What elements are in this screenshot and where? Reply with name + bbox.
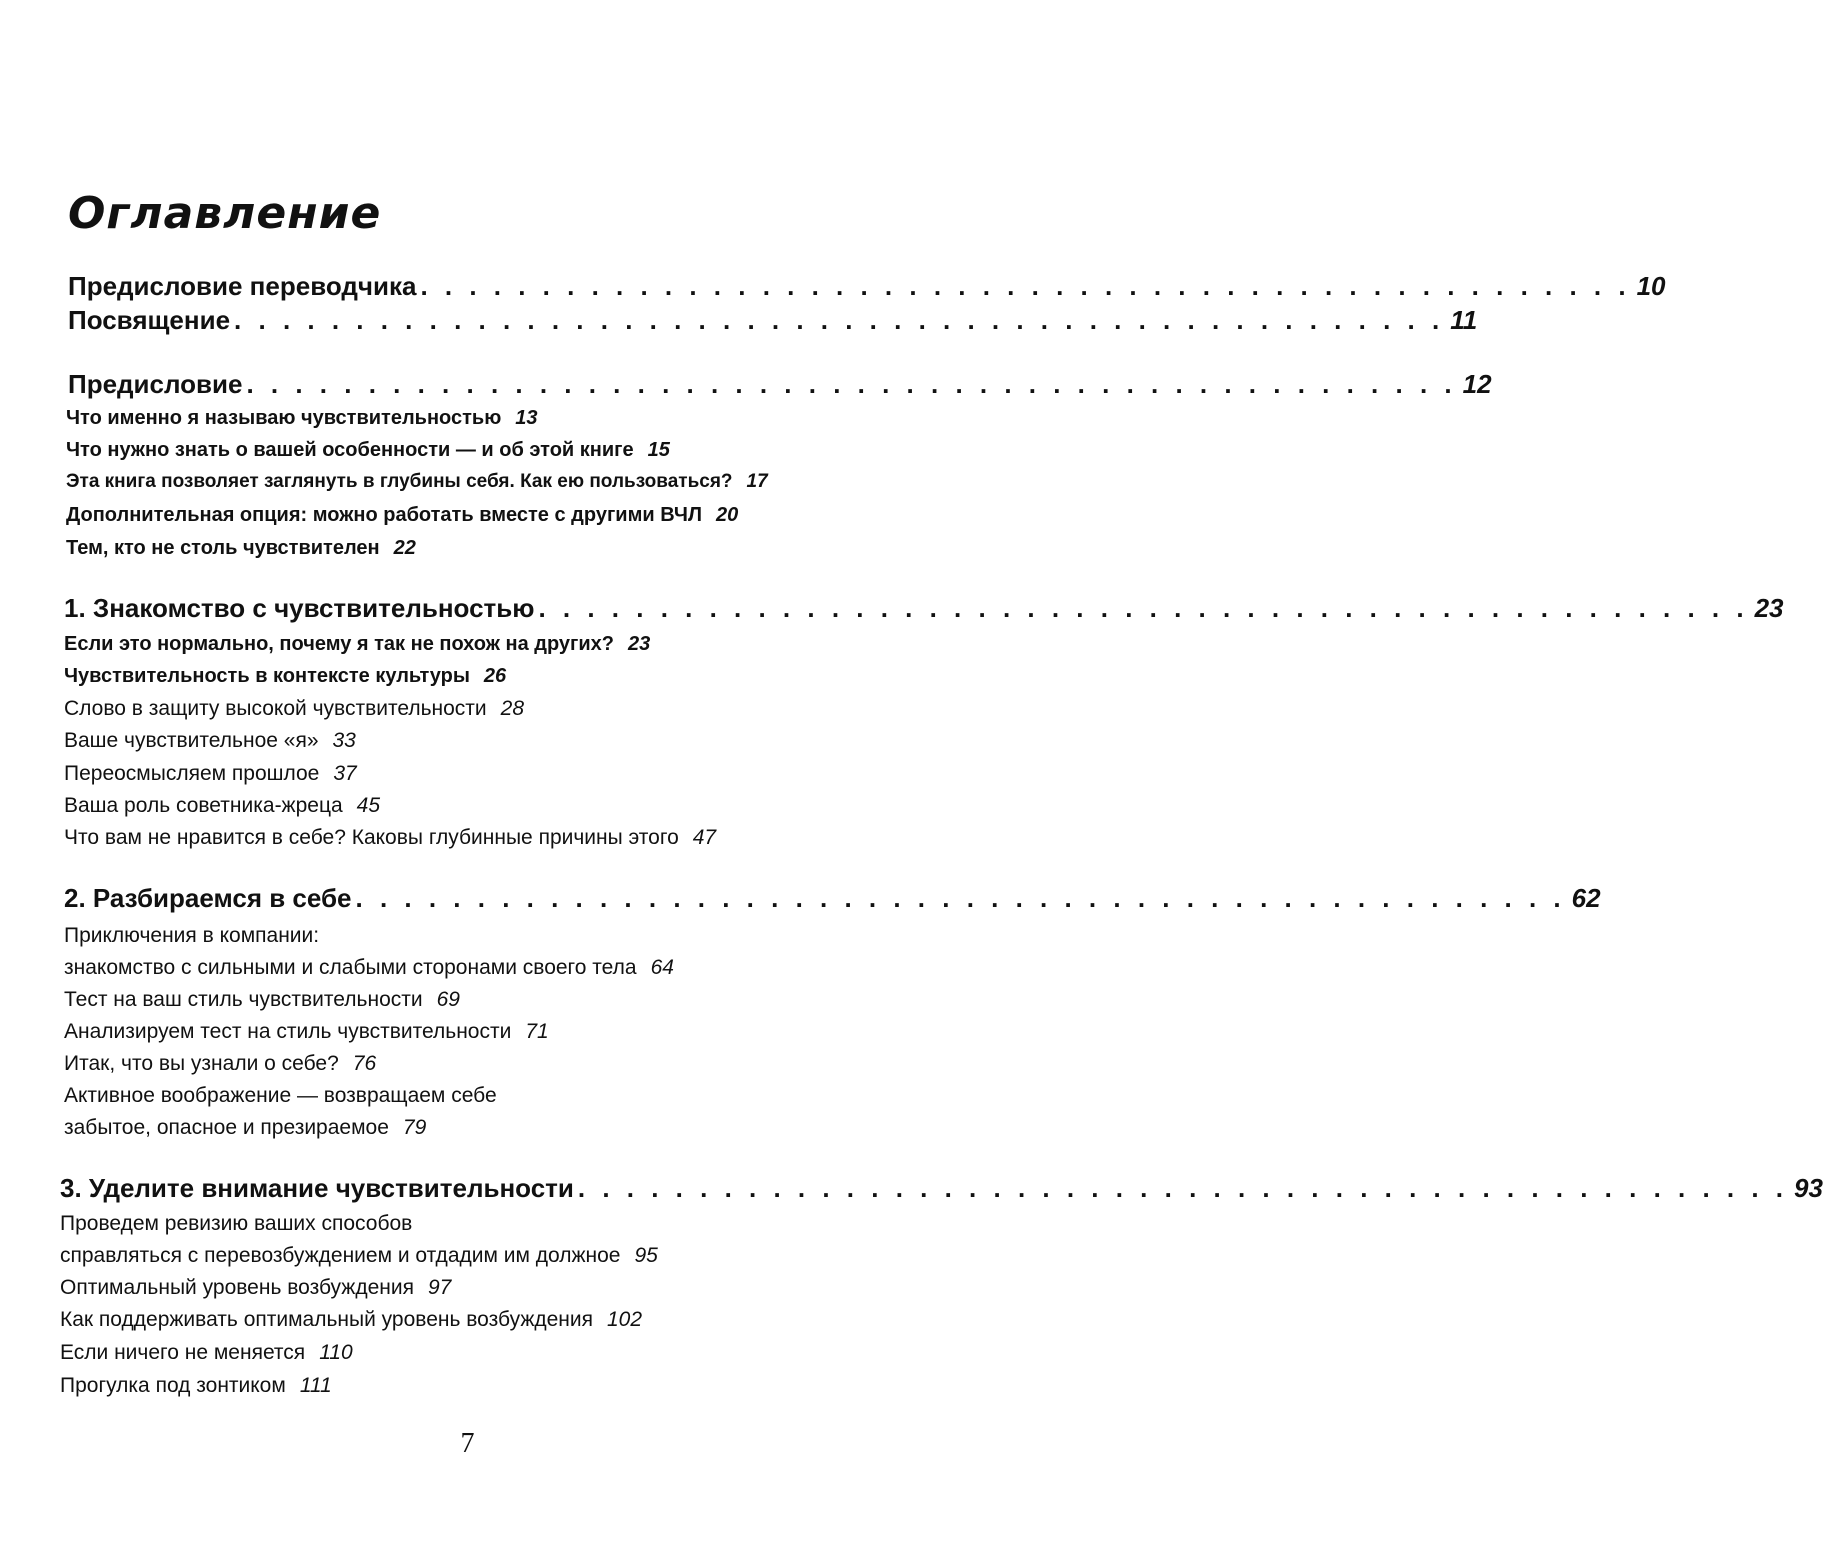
- toc-main-page: 11: [1450, 305, 1478, 335]
- toc-sub-page: 102: [607, 1308, 643, 1331]
- toc-sub-entry: [64, 824, 716, 852]
- toc-main-label: 2. Разбираемся в себе: [64, 883, 352, 913]
- toc-sub-page: 15: [647, 439, 670, 461]
- toc-sub-page: 33: [332, 729, 356, 752]
- toc-sub-entry: [66, 404, 538, 432]
- toc-sub-page: 45: [356, 794, 381, 817]
- toc-sub-label: Итак, что вы узнали о себе?: [64, 1052, 339, 1075]
- toc-sub-page: 13: [515, 407, 538, 429]
- toc-main-page: 62: [1571, 883, 1601, 913]
- toc-sub-entry: [64, 695, 524, 723]
- toc-sub-entry: [64, 986, 460, 1014]
- toc-sub-label: Приключения в компании:: [64, 924, 320, 947]
- toc-sub-entry: [60, 1274, 451, 1302]
- toc-sub-page: 97: [427, 1276, 452, 1299]
- toc-main-entry: [68, 304, 1478, 336]
- dot-leader: . . . . . . . . . . . . . . . . . . . . . . . . . . . . . . . . . . . . . . . . . . . . . . . . . .: [246, 369, 1457, 399]
- toc-sub-entry: [66, 534, 416, 562]
- toc-sub-label: Как поддерживать оптимальный уровень возбуждения: [60, 1308, 593, 1331]
- toc-sub-entry: [64, 760, 357, 788]
- toc-sub-page: 71: [525, 1020, 549, 1043]
- toc-sub-label: забытое, опасное и презираемое: [64, 1116, 389, 1139]
- toc-sub-entry: [60, 1372, 332, 1400]
- toc-main-label: Посвящение: [68, 305, 231, 335]
- toc-main-label: Предисловие: [68, 369, 243, 399]
- toc-title: Оглавление: [68, 188, 382, 239]
- toc-sub-label: Активное воображение — возвращаем себе: [64, 1084, 497, 1107]
- toc-main-entry: [64, 592, 1784, 624]
- toc-sub-entry: [66, 436, 670, 464]
- toc-sub-page: 111: [299, 1374, 332, 1397]
- toc-sub-label: Ваша роль советника-жреца: [64, 794, 343, 817]
- toc-sub-label: Что вам не нравится в себе? Каковы глубинные причины этого: [64, 826, 679, 849]
- toc-main-label: Предисловие переводчика: [68, 271, 417, 301]
- toc-sub-entry: [66, 501, 738, 529]
- toc-sub-label: Если ничего не меняется: [60, 1341, 306, 1364]
- dot-leader: . . . . . . . . . . . . . . . . . . . . . . . . . . . . . . . . . . . . . . . . . . . . . . . . . .: [420, 271, 1631, 301]
- toc-sub-page: 95: [634, 1244, 658, 1267]
- toc-sub-label: Ваше чувствительное «я»: [64, 729, 319, 752]
- toc-sub-entry: [66, 468, 768, 496]
- toc-sub-entry: [64, 922, 319, 950]
- toc-main-entry: [60, 1172, 1823, 1204]
- toc-sub-label: Проведем ревизию ваших способов: [60, 1212, 413, 1235]
- toc-sub-label: Тем, кто не столь чувствителен: [66, 537, 380, 559]
- toc-sub-entry: [60, 1242, 658, 1270]
- toc-sub-entry: [64, 662, 506, 690]
- toc-sub-entry: [64, 1050, 376, 1078]
- dot-leader: . . . . . . . . . . . . . . . . . . . . . . . . . . . . . . . . . . . . . . . . . . . . . . . . . .: [538, 593, 1749, 623]
- toc-sub-page: 76: [352, 1052, 377, 1075]
- toc-main-label: 1. Знакомство с чувствительностью: [64, 593, 535, 623]
- toc-sub-label: Дополнительная опция: можно работать вместе с другими ВЧЛ: [66, 504, 702, 526]
- toc-sub-page: 26: [483, 665, 507, 687]
- toc-sub-label: Эта книга позволяет заглянуть в глубины себя. Как ею пользоваться?: [66, 471, 733, 492]
- toc-main-page: 23: [1754, 593, 1784, 623]
- toc-sub-page: 17: [746, 471, 768, 492]
- toc-sub-entry: [64, 1082, 497, 1110]
- toc-sub-label: справляться с перевозбуждением и отдадим им должное: [60, 1244, 621, 1267]
- dot-leader: . . . . . . . . . . . . . . . . . . . . . . . . . . . . . . . . . . . . . . . . . . . . . . . . . .: [577, 1173, 1789, 1203]
- toc-sub-page: 28: [500, 697, 525, 720]
- toc-sub-page: 110: [319, 1341, 353, 1364]
- toc-sub-entry: [60, 1339, 353, 1367]
- toc-sub-entry: [60, 1306, 642, 1334]
- dot-leader: . . . . . . . . . . . . . . . . . . . . . . . . . . . . . . . . . . . . . . . . . . . . . . . . . .: [234, 305, 1445, 335]
- toc-main-page: 12: [1462, 369, 1492, 399]
- toc-main-label: 3. Уделите внимание чувствительности: [60, 1173, 574, 1203]
- toc-sub-page: 79: [402, 1116, 427, 1139]
- toc-sub-label: Анализируем тест на стиль чувствительности: [64, 1020, 512, 1043]
- toc-sub-page: 23: [627, 633, 651, 655]
- toc-main-entry: [68, 270, 1666, 302]
- toc-sub-entry: [64, 954, 674, 982]
- toc-sub-entry: [64, 792, 380, 820]
- toc-sub-label: Прогулка под зонтиком: [60, 1374, 286, 1397]
- toc-sub-label: Слово в защиту высокой чувствительности: [64, 697, 487, 720]
- toc-sub-entry: [64, 1114, 426, 1142]
- toc-main-entry: [68, 368, 1492, 400]
- toc-sub-page: 37: [333, 762, 357, 785]
- toc-main-page: 93: [1794, 1173, 1823, 1203]
- toc-sub-label: знакомство с сильными и слабыми сторонами своего тела: [64, 956, 637, 979]
- toc-sub-label: Переосмысляем прошлое: [64, 762, 320, 785]
- toc-sub-entry: [64, 727, 356, 755]
- toc-sub-entry: [64, 1018, 549, 1046]
- toc-sub-page: 69: [436, 988, 460, 1011]
- dot-leader: . . . . . . . . . . . . . . . . . . . . . . . . . . . . . . . . . . . . . . . . . . . . . . . . . .: [355, 883, 1566, 913]
- toc-sub-label: Тест на ваш стиль чувствительности: [64, 988, 423, 1011]
- toc-main-entry: [64, 882, 1601, 914]
- toc-sub-page: 64: [650, 956, 674, 979]
- toc-sub-page: 47: [692, 826, 717, 849]
- toc-sub-entry: [64, 630, 650, 658]
- toc-main-page: 10: [1636, 271, 1666, 301]
- toc-sub-page: 20: [715, 504, 739, 526]
- toc-sub-label: Чувствительность в контексте культуры: [64, 665, 470, 687]
- toc-sub-page: 22: [393, 537, 416, 559]
- toc-sub-entry: [60, 1210, 412, 1238]
- toc-sub-label: Что нужно знать о вашей особенности — и об этой книге: [66, 439, 634, 461]
- toc-sub-label: Оптимальный уровень возбуждения: [60, 1276, 414, 1299]
- toc-sub-label: Что именно я называю чувствительностью: [66, 407, 502, 429]
- toc-sub-label: Если это нормально, почему я так не похож на других?: [64, 633, 614, 655]
- page-number: 7: [460, 1428, 475, 1459]
